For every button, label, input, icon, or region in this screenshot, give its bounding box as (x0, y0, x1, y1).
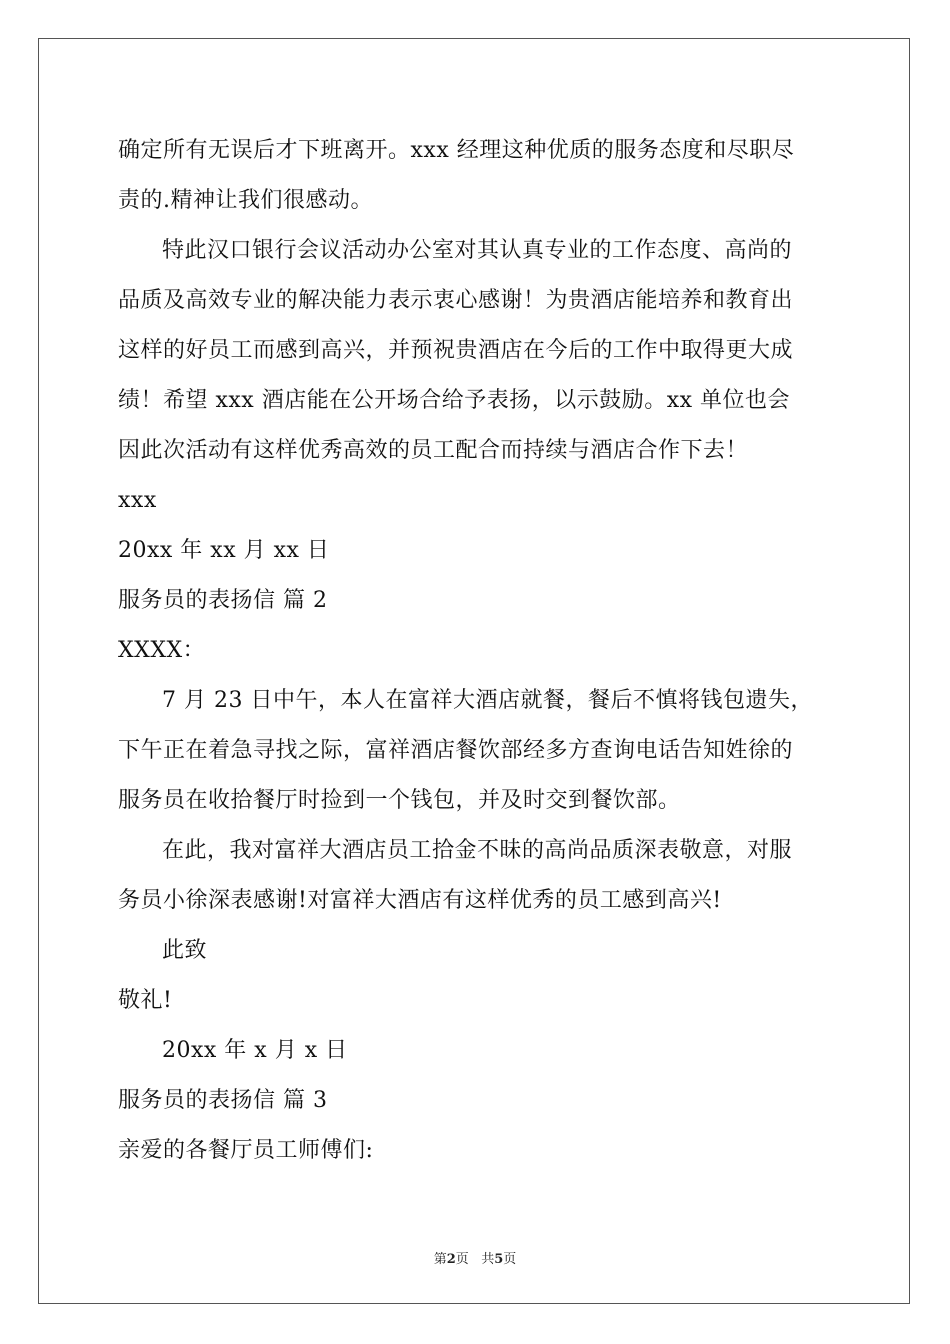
closing-line-1: 此致 (162, 938, 208, 963)
body-line-7: 因此次活动有这样优秀高效的员工配合而持续与酒店合作下去！ (118, 438, 749, 463)
body-line-5: 这样的好员工而感到高兴，并预祝贵酒店在今后的工作中取得更大成 (118, 338, 794, 363)
total-prefix: 共 (481, 1252, 495, 1267)
closing-line-2: 敬礼! (118, 988, 173, 1013)
closing-date: 20xx 年 x 月 x 日 (162, 1038, 348, 1063)
page-prefix: 第 (433, 1252, 447, 1267)
page-footer (0, 1248, 950, 1267)
body-line-6: 绩！希望 xxx 酒店能在公开场合给予表扬，以示鼓励。xx 单位也会 (118, 388, 791, 413)
total-suffix: 页 (503, 1252, 517, 1267)
page-suffix: 页 (455, 1252, 469, 1267)
section-heading-2: 服务员的表扬信 篇 2 (118, 588, 328, 613)
document-body (118, 126, 834, 1176)
body-line-15: 在此，我对富祥大酒店员工拾金不昧的高尚品质深表敬意，对服 (162, 838, 793, 863)
body-line-14: 服务员在收拾餐厅时捡到一个钱包，并及时交到餐饮部。 (118, 788, 681, 813)
salutation-3: 亲爱的各餐厅员工师傅们: (118, 1138, 374, 1163)
page-total: 5 (494, 1252, 504, 1267)
body-line-3: 特此汉口银行会议活动办公室对其认真专业的工作态度、高尚的 (162, 238, 793, 263)
body-line-13: 下午正在着急寻找之际，富祥酒店餐饮部经多方查询电话告知姓徐的 (118, 738, 794, 763)
signature-date: 20xx 年 xx 月 xx 日 (118, 538, 330, 563)
body-line-1: 确定所有无误后才下班离开。xxx 经理这种优质的服务态度和尽职尽 (118, 138, 795, 163)
page-current: 2 (446, 1252, 456, 1267)
section-heading-3: 服务员的表扬信 篇 3 (118, 1088, 328, 1113)
body-line-12: 7 月 23 日中午，本人在富祥大酒店就餐，餐后不慎将钱包遗失， (162, 688, 813, 713)
body-line-2: 责的.精神让我们很感动。 (118, 188, 373, 213)
signature-name: xxx (118, 488, 157, 513)
salutation: XXXX： (118, 638, 206, 663)
body-line-4: 品质及高效专业的解决能力表示衷心感谢！为贵酒店能培养和教育出 (118, 288, 794, 313)
body-line-16: 务员小徐深表感谢!对富祥大酒店有这样优秀的员工感到高兴! (118, 888, 722, 913)
